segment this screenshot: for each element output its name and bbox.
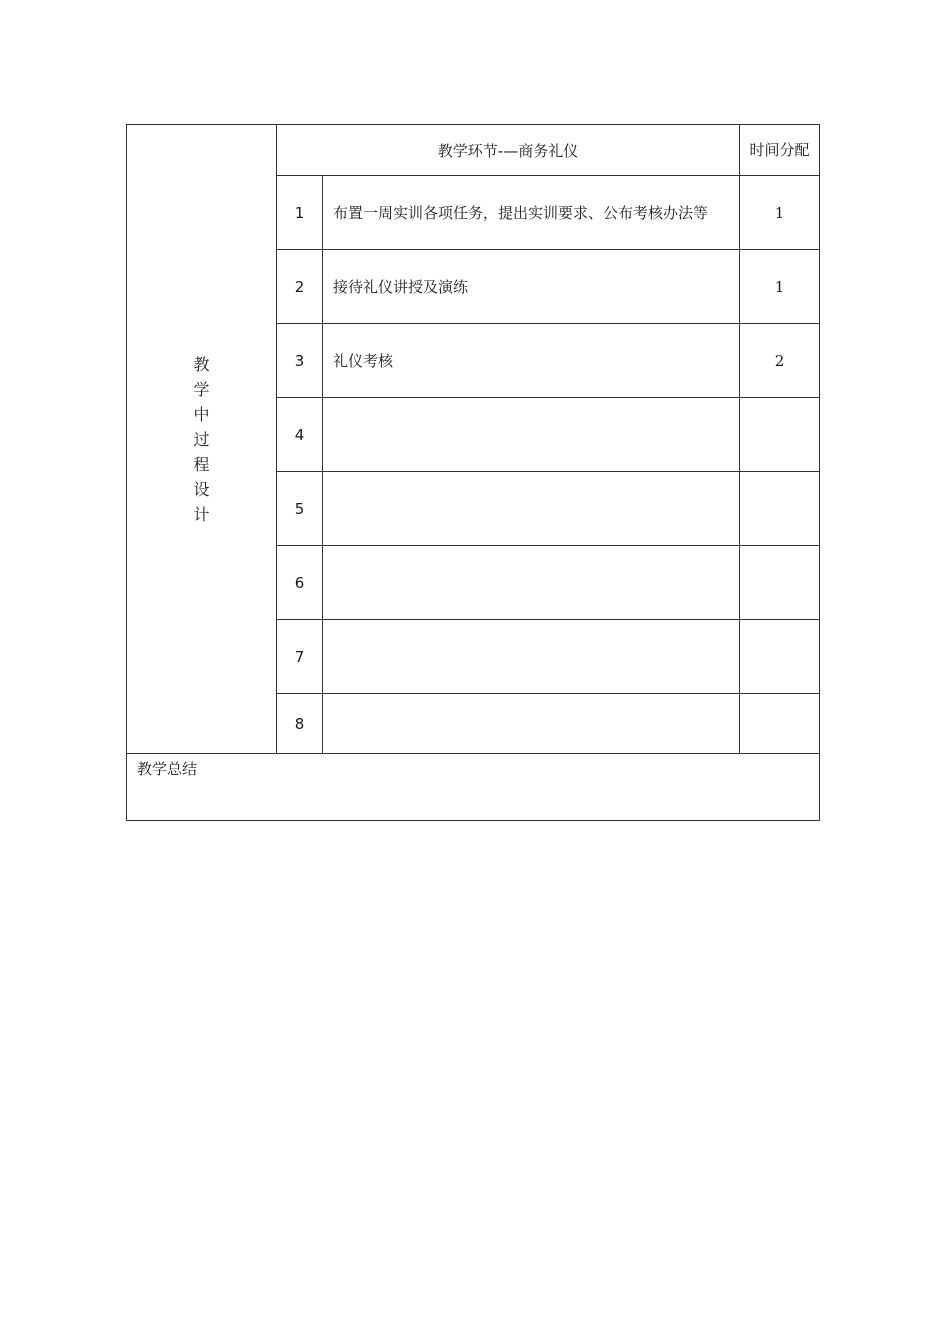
task-text [323,620,740,694]
time-value [740,620,820,694]
task-text: 礼仪考核 [323,324,740,398]
task-text [323,398,740,472]
header-row [127,125,820,176]
row-number: 8 [277,694,323,754]
time-value: 1 [740,176,820,250]
section-title: 教学环节-—商务礼仪 [277,125,740,176]
time-value [740,398,820,472]
time-value [740,472,820,546]
task-text [323,472,740,546]
row-number: 6 [277,546,323,620]
row-number: 7 [277,620,323,694]
row-number: 2 [277,250,323,324]
time-value: 2 [740,324,820,398]
time-value [740,546,820,620]
summary-row [127,754,820,821]
process-design-label: 教学中过程设计 [193,354,210,524]
task-text [323,694,740,754]
process-design-label-cell [127,125,277,754]
time-value: 1 [740,250,820,324]
time-value [740,694,820,754]
task-text: 接待礼仪讲授及演练 [323,250,740,324]
time-allocation-header: 时间分配 [740,125,820,176]
task-text: 布置一周实训各项任务，提出实训要求、公布考核办法等 [323,176,740,250]
row-number: 4 [277,398,323,472]
lesson-plan-table [126,124,820,821]
task-text [323,546,740,620]
row-number: 1 [277,176,323,250]
row-number: 5 [277,472,323,546]
row-number: 3 [277,324,323,398]
teaching-summary: 教学总结 [127,754,820,821]
